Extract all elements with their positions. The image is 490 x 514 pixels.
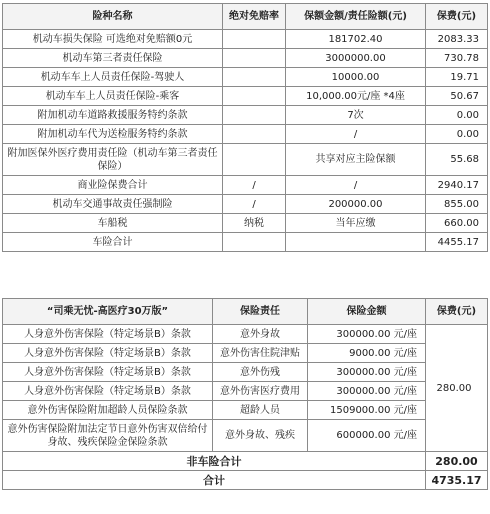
row-deductible [223, 30, 286, 49]
row-amount: 1509000.00 元/座 [308, 401, 426, 420]
row-amount: 7次 [286, 106, 426, 125]
row-clause: 意外伤害保险附加法定节日意外伤害双倍给付身故、残疾保险金保险条款 [3, 420, 213, 452]
row-amount: 10,000.00元/座 *4座 [286, 87, 426, 106]
row-deductible [223, 87, 286, 106]
table-row [3, 144, 488, 176]
row-name: 附加机动车道路救援服务特约条款 [3, 106, 223, 125]
row-amount: 3000000.00 [286, 49, 426, 68]
row-clause: 人身意外伤害保险（特定场景B）条款 [3, 363, 213, 382]
row-liability: 意外伤残 [213, 363, 308, 382]
row-clause: 人身意外伤害保险（特定场景B）条款 [3, 344, 213, 363]
header-premium: 保费(元) [426, 299, 488, 325]
row-name: 车险合计 [3, 233, 223, 252]
row-deductible [223, 233, 286, 252]
row-name: 机动车损失保险 可选绝对免赔额0元 [3, 30, 223, 49]
table-row [3, 176, 488, 195]
header-liability: 保险责任 [213, 299, 308, 325]
row-amount: / [286, 176, 426, 195]
row-amount: 300000.00 元/座 [308, 325, 426, 344]
row-deductible: 纳税 [223, 214, 286, 233]
row-name: 附加医保外医疗费用责任险（机动车第三者责任保险） [3, 144, 223, 176]
table-row [3, 401, 488, 420]
table-row [3, 382, 488, 401]
row-deductible: / [223, 195, 286, 214]
header-coverage-amount: 保额金额/责任险额(元) [286, 4, 426, 30]
row-amount: 当年应缴 [286, 214, 426, 233]
row-premium: 2083.33 [426, 30, 488, 49]
table-row [3, 106, 488, 125]
table-row [3, 363, 488, 382]
table-row [3, 195, 488, 214]
non-auto-total-row [3, 452, 488, 471]
table-row [3, 68, 488, 87]
grand-total-row [3, 471, 488, 490]
table-row [3, 233, 488, 252]
row-premium: 855.00 [426, 195, 488, 214]
row-deductible [223, 125, 286, 144]
row-clause: 人身意外伤害保险（特定场景B）条款 [3, 382, 213, 401]
table-row [3, 344, 488, 363]
non-auto-total-label: 非车险合计 [3, 452, 426, 471]
table-row [3, 87, 488, 106]
table-header-row [3, 4, 488, 30]
row-amount: 181702.40 [286, 30, 426, 49]
row-amount: 600000.00 元/座 [308, 420, 426, 452]
row-liability: 意外伤害住院津贴 [213, 344, 308, 363]
row-liability: 超龄人员 [213, 401, 308, 420]
row-liability: 意外身故 [213, 325, 308, 344]
header-deductible-rate: 绝对免赔率 [223, 4, 286, 30]
row-name: 附加机动车代为送检服务特约条款 [3, 125, 223, 144]
row-premium: 730.78 [426, 49, 488, 68]
row-premium: 2940.17 [426, 176, 488, 195]
row-premium: 50.67 [426, 87, 488, 106]
row-premium: 4455.17 [426, 233, 488, 252]
table-row [3, 325, 488, 344]
row-amount: 200000.00 [286, 195, 426, 214]
row-premium: 0.00 [426, 125, 488, 144]
row-name: 商业险保费合计 [3, 176, 223, 195]
row-amount: / [286, 125, 426, 144]
table-header-row [3, 299, 488, 325]
row-deductible [223, 68, 286, 87]
row-deductible [223, 144, 286, 176]
row-deductible [223, 49, 286, 68]
row-amount: 300000.00 元/座 [308, 382, 426, 401]
row-liability: 意外身故、残疾 [213, 420, 308, 452]
table-row [3, 49, 488, 68]
table-row [3, 214, 488, 233]
row-deductible [223, 106, 286, 125]
row-name: 机动车第三者责任保险 [3, 49, 223, 68]
non-auto-insurance-table [2, 298, 488, 490]
row-amount: 共享对应主险保额 [286, 144, 426, 176]
row-amount: 10000.00 [286, 68, 426, 87]
row-name: 机动车车上人员责任保险-驾驶人 [3, 68, 223, 87]
table-row [3, 125, 488, 144]
header-product-name: “司乘无忧-高医疗30万版” [3, 299, 213, 325]
row-name: 机动车交通事故责任强制险 [3, 195, 223, 214]
non-auto-total-value: 280.00 [426, 452, 488, 471]
row-name: 机动车车上人员责任保险-乘客 [3, 87, 223, 106]
row-amount: 9000.00 元/座 [308, 344, 426, 363]
row-liability: 意外伤害医疗费用 [213, 382, 308, 401]
table-row [3, 30, 488, 49]
row-premium: 55.68 [426, 144, 488, 176]
row-name: 车船税 [3, 214, 223, 233]
grand-total-value: 4735.17 [426, 471, 488, 490]
row-amount [286, 233, 426, 252]
row-premium: 0.00 [426, 106, 488, 125]
row-clause: 人身意外伤害保险（特定场景B）条款 [3, 325, 213, 344]
header-insured-amount: 保险金额 [308, 299, 426, 325]
package-premium: 280.00 [426, 325, 488, 452]
row-amount: 300000.00 元/座 [308, 363, 426, 382]
row-premium: 660.00 [426, 214, 488, 233]
table-row [3, 420, 488, 452]
grand-total-label: 合计 [3, 471, 426, 490]
header-premium: 保费(元) [426, 4, 488, 30]
row-deductible: / [223, 176, 286, 195]
row-premium: 19.71 [426, 68, 488, 87]
row-clause: 意外伤害保险附加超龄人员保险条款 [3, 401, 213, 420]
header-insurance-name: 险种名称 [3, 4, 223, 30]
auto-insurance-table [2, 3, 488, 252]
